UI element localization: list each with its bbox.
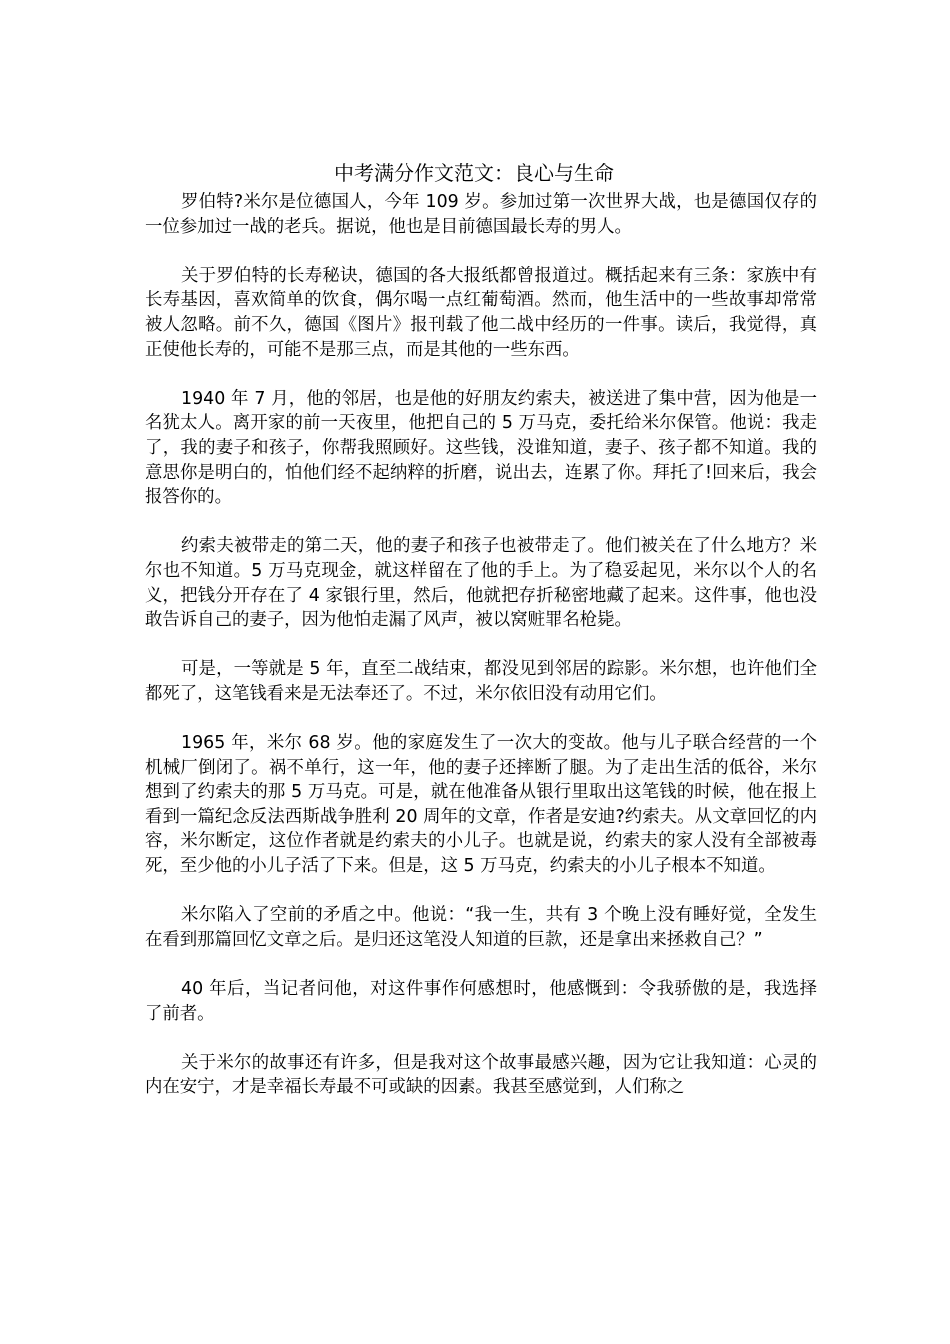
paragraph: 40 年后，当记者问他，对这件事作何感想时，他感慨到：令我骄傲的是，我选择了前者。 [145, 979, 817, 1024]
paragraph: 关于罗伯特的长寿秘诀，德国的各大报纸都曾报道过。概括起来有三条：家族中有长寿基因，喜欢简单的饮食，偶尔喝一点红葡萄酒。然而，他生活中的一些故事却常常被人忽略。前不久，德国《图片》报刊载了他二战中经历的一件事。读后，我觉得，真正使他长寿的，可能不是那三点，而是其他的一些东西。 [145, 265, 817, 360]
paragraph: 1940 年 7 月，他的邻居，也是他的好朋友约索夫，被送进了集中营，因为他是一名犹太人。离开家的前一天夜里，他把自己的 5 万马克，委托给米尔保管。他说：我走了，我的妻子和孩子，你帮我照顾好。这些钱，没谁知道，妻子、孩子都不知道。我的意思你是明白的，怕他们经不起纳粹的折磨，说出去，连累了你。拜托了!回来后，我会报答你的。 [145, 388, 817, 508]
paragraph: 可是，一等就是 5 年，直至二战结束，都没见到邻居的踪影。米尔想，也许他们全都死了，这笔钱看来是无法奉还了。不过，米尔依旧没有动用它们。 [145, 659, 817, 704]
paragraph: 罗伯特?米尔是位德国人，今年 109 岁。参加过第一次世界大战，也是德国仅存的一位参加过一战的老兵。据说，他也是目前德国最长寿的男人。 [145, 192, 817, 237]
paragraph: 关于米尔的故事还有许多，但是我对这个故事最感兴趣，因为它让我知道：心灵的内在安宁，才是幸福长寿最不可或缺的因素。我甚至感觉到，人们称之 [145, 1052, 817, 1098]
document-page [145, 158, 817, 1125]
paragraph: 米尔陷入了空前的矛盾之中。他说：“我一生，共有 3 个晚上没有睡好觉，全发生在看到那篇回忆文章之后。是归还这笔没人知道的巨款，还是拿出来拯救自己？” [145, 905, 817, 950]
paragraph: 约索夫被带走的第二天，他的妻子和孩子也被带走了。他们被关在了什么地方？米尔也不知道。5 万马克现金，就这样留在了他的手上。为了稳妥起见，米尔以个人的名义，把钱分开存在了 4 家银行里，然后，他就把存折秘密地藏了起来。这件事，他也没敢告诉自己的妻子，因为他怕走漏了风声，被以窝赃罪名枪毙。 [145, 536, 817, 631]
paragraph: 1965 年，米尔 68 岁。他的家庭发生了一次大的变故。他与儿子联合经营的一个机械厂倒闭了。祸不单行，这一年，他的妻子还摔断了腿。为了走出生活的低谷，米尔想到了约索夫的那 5 万马克。可是，就在他准备从银行里取出这笔钱的时候，他在报上看到一篇纪念反法西斯战争胜利 20 周年的文章，作者是安迪?约索夫。从文章回忆的内容，米尔断定，这位作者就是约索夫的小儿子。也就是说，约索夫的家人没有全部被毒死，至少他的小儿子活了下来。但是，这 5 万马克，约索夫的小儿子根本不知道。 [145, 733, 817, 877]
document-title: 中考满分作文范文：良心与生命 [334, 161, 614, 185]
